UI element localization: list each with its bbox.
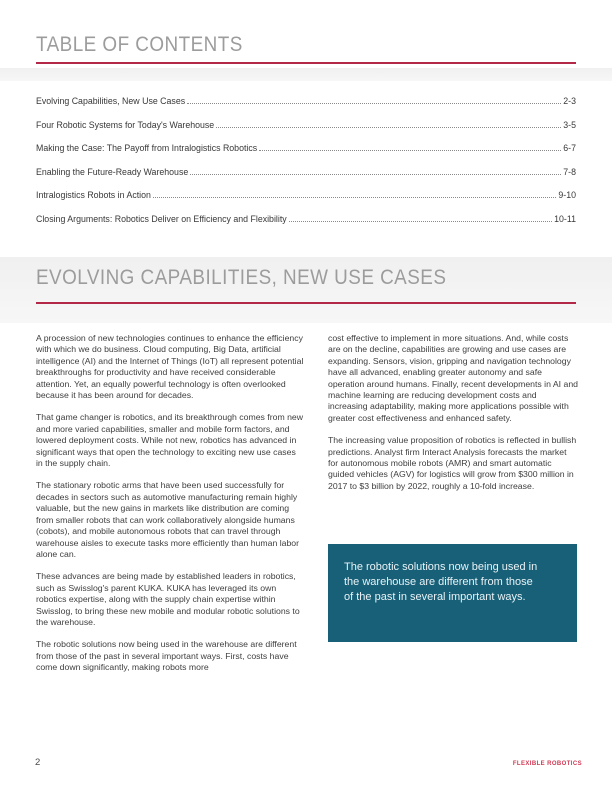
toc-entry[interactable]: [36, 190, 576, 201]
body-paragraph: The increasing value proposition of robotics is reflected in bullish predictions. Analyst firm Interact Analysis forecasts the market for autonomous mobile robots (AMR) and smart automatic guided vehicles (AGV) for logistics will grow from $300 million in 2017 to $3 billion by 2022, roughly a 10-fold increase.: [328, 435, 577, 491]
toc-entry-title: Closing Arguments: Robotics Deliver on Efficiency and Flexibility: [36, 213, 287, 224]
body-paragraph: These advances are being made by established leaders in robotics, such as Swisslog's parent KUKA. KUKA has leveraged its own robotics expertise, along with the supply chain expertise within Swisslog, to bring these new mobile and modular robotic solutions to the warehouse.: [36, 571, 300, 627]
body-paragraph: The robotic solutions now being used in the warehouse are different from those of the past in several important ways. First, costs have come down significantly, making robots more: [36, 639, 297, 673]
toc-entry[interactable]: [36, 167, 576, 178]
toc-dot-leader: [259, 149, 561, 151]
toc-entry-title: Evolving Capabilities, New Use Cases: [36, 96, 186, 106]
body-paragraph: The stationary robotic arms that have been used successfully for decades in sectors such as automotive manufacturing remain highly valuable, but the new gains in markets like distribution are coming from smaller robots that can work collaboratively alongside humans (cobots), and mobile autonomous robots that can travel through warehouse aisles to execute tasks more efficiently than human labor alone can.: [36, 480, 300, 559]
toc-entry-title: Intralogistics Robots in Action: [36, 190, 151, 200]
article-heading-rule: [36, 302, 576, 304]
footer-brand-label: FLEXIBLE ROBOTICS: [512, 761, 582, 767]
toc-entry-pages: 3-5: [563, 119, 576, 130]
page-number: 2: [35, 757, 41, 768]
toc-heading-rule: [36, 62, 576, 64]
body-paragraph: That game changer is robotics, and its breakthrough comes from new and more varied capabilities, smaller and mobile form factors, and lowered deployment costs. While not new, robotics has advanced in significant ways that open the technology to exciting new use cases in the supply chain.: [36, 412, 304, 469]
toc-entry[interactable]: [36, 96, 576, 107]
toc-entry[interactable]: [36, 120, 576, 131]
toc-entry-pages: 6-7: [563, 143, 576, 153]
toc-entry-title: Four Robotic Systems for Today's Warehouse: [36, 119, 215, 130]
body-paragraph: A procession of new technologies continues to enhance the efficiency with which we do business. Cloud computing, Big Data, artificial intelligence (AI) and the Internet of Things (IoT) all represent potential breakthroughs for productivity and have received considerable attention. Yet, an equally powerful technology is often overlooked because it has been around for decades.: [36, 333, 304, 401]
article-heading: EVOLVING CAPABILITIES, NEW USE CASES: [36, 266, 447, 289]
toc-entry[interactable]: [36, 214, 576, 225]
toc-heading: TABLE OF CONTENTS: [36, 33, 243, 56]
toc-dot-leader: [187, 102, 561, 104]
article-left-column: [36, 333, 304, 685]
toc-dot-leader: [190, 173, 561, 175]
table-of-contents: [36, 96, 576, 237]
toc-entry-pages: 10-11: [554, 213, 576, 224]
toc-entry-title: Enabling the Future-Ready Warehouse: [36, 166, 189, 177]
toc-entry-pages: 7-8: [563, 166, 576, 177]
toc-entry-pages: 2-3: [563, 96, 576, 106]
section-divider-band: [0, 68, 612, 81]
article-right-column: [328, 333, 578, 503]
pull-quote-callout: The robotic solutions now being used in the warehouse are different from those of the past in several important ways.: [328, 544, 577, 642]
toc-dot-leader: [289, 220, 552, 222]
toc-entry-title: Making the Case: The Payoff from Intralogistics Robotics: [36, 143, 258, 153]
toc-entry[interactable]: [36, 143, 576, 154]
body-paragraph: cost effective to implement in more situations. And, while costs are on the decline, capabilities are growing and use cases are expanding. Sensors, vision, gripping and navigation technology have all advanced, enabling greater autonomy and safe operation around humans. Finally, recent developments in AI and machine learning are reducing development costs and increasing adaptability, making more applications possible with greater cost effectiveness and enhanced safety.: [328, 333, 578, 423]
toc-entry-pages: 9-10: [558, 190, 576, 200]
toc-dot-leader: [216, 126, 561, 128]
toc-dot-leader: [153, 196, 556, 198]
